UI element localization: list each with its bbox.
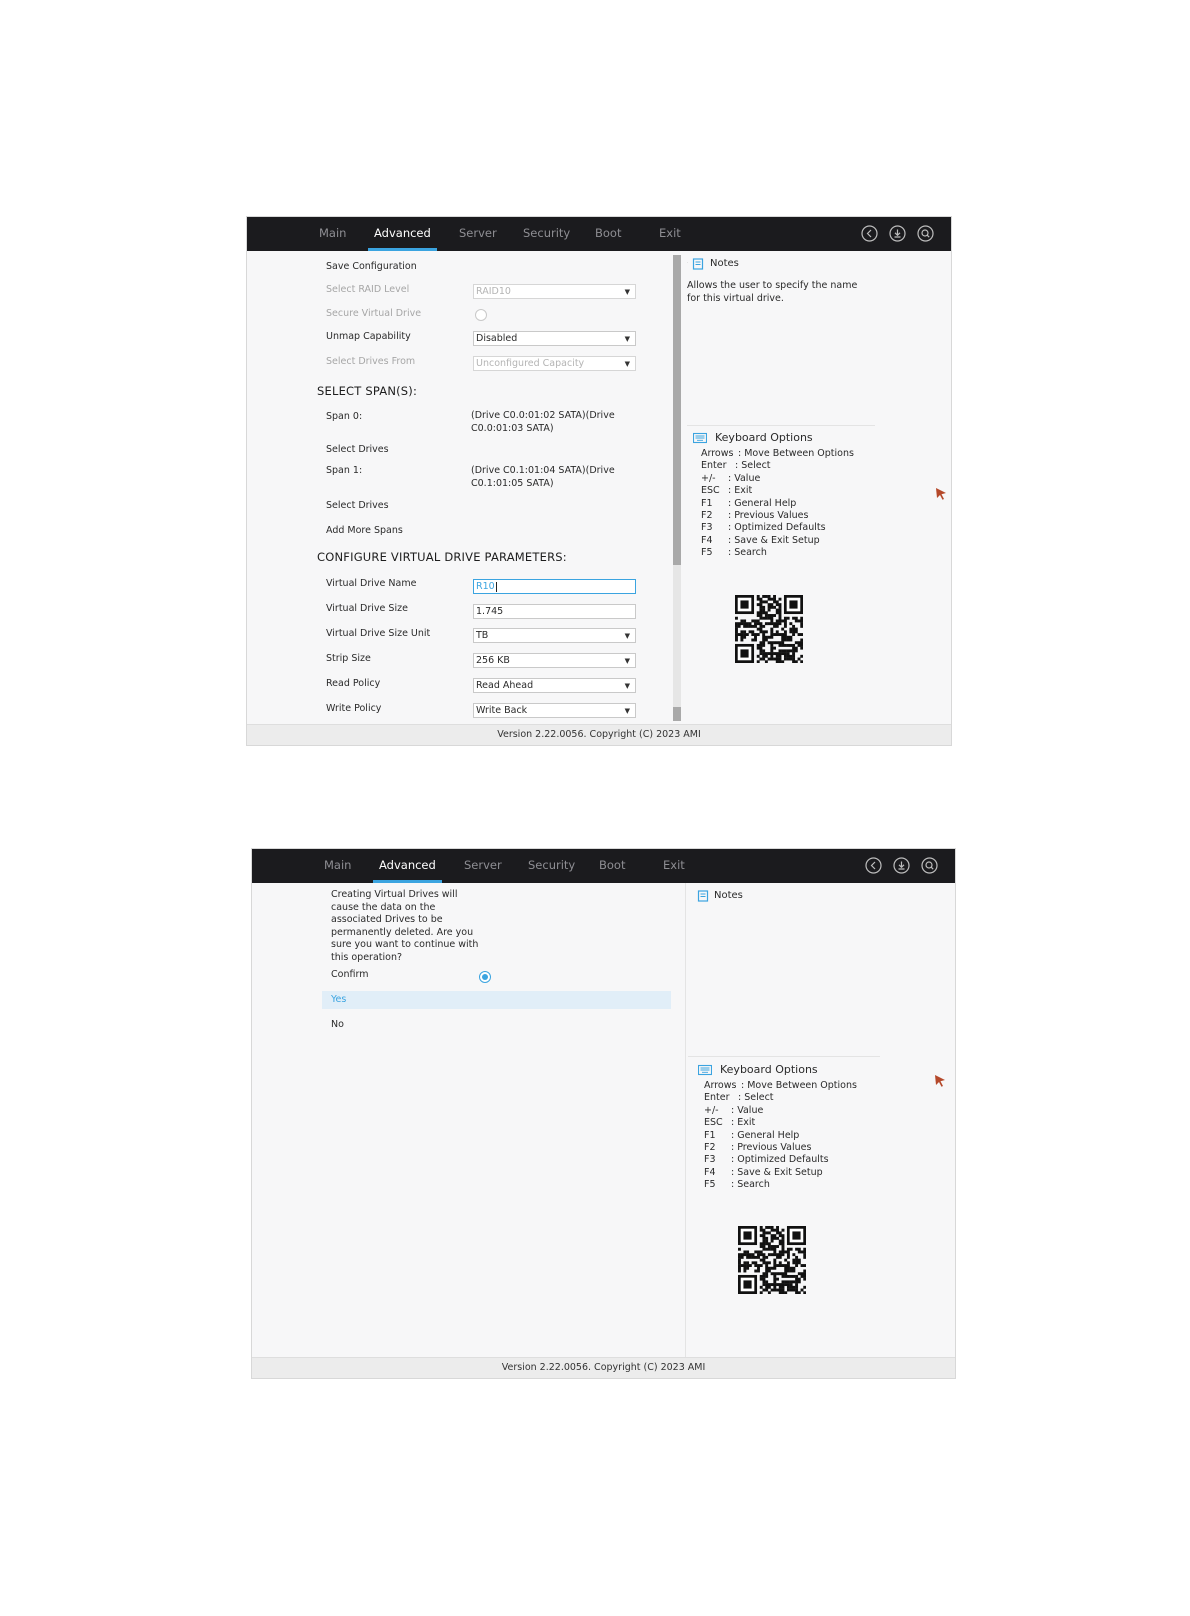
- tab-boot[interactable]: Boot: [595, 226, 622, 240]
- warning-text: Creating Virtual Drives will cause the data on the associated Drives to be permanently deleted. Are you sure you want to continue with this operation?: [331, 889, 479, 963]
- selected-row-highlight: [322, 991, 671, 1009]
- write-policy-label: Write Policy: [326, 703, 382, 714]
- key-name: ESC: [701, 485, 720, 497]
- read-policy-dropdown[interactable]: [473, 678, 636, 693]
- chevron-down-icon: ▼: [624, 335, 630, 343]
- virtual-drive-name-input[interactable]: [473, 579, 636, 594]
- select-spans-header: SELECT SPAN(S):: [317, 384, 418, 398]
- size-unit-value: TB: [476, 630, 489, 641]
- notes-title: Notes: [710, 258, 739, 269]
- qr-code: [735, 595, 803, 663]
- virtual-drive-size-label: Virtual Drive Size: [326, 603, 408, 614]
- no-option[interactable]: No: [331, 1019, 344, 1030]
- panel-separator: [685, 883, 686, 1358]
- footer-version: Version 2.22.0056. Copyright (C) 2023 AMI: [247, 724, 951, 745]
- notes-icon: [692, 258, 704, 270]
- key-description: : Search: [728, 547, 767, 559]
- write-policy-value: Write Back: [476, 705, 528, 716]
- keyboard-option-row: [701, 498, 891, 510]
- strip-size-label: Strip Size: [326, 653, 371, 664]
- confirm-label: Confirm: [331, 969, 369, 980]
- qr-code: [738, 1226, 806, 1294]
- keyboard-option-row: [701, 485, 891, 497]
- notes-title: Notes: [714, 890, 743, 901]
- key-description: : Select: [735, 460, 771, 472]
- key-description: : Exit: [731, 1117, 756, 1129]
- notes-icon: [697, 890, 709, 902]
- chevron-down-icon: ▼: [624, 707, 630, 715]
- key-description: : Value: [731, 1104, 764, 1116]
- keyboard-option-row: [701, 448, 891, 460]
- key-name: F2: [701, 510, 713, 521]
- chevron-down-icon: ▼: [624, 682, 630, 690]
- tab-advanced[interactable]: Advanced: [379, 849, 436, 883]
- configure-parameters-header: CONFIGURE VIRTUAL DRIVE PARAMETERS:: [317, 550, 567, 564]
- strip-size-value: 256 KB: [476, 655, 510, 666]
- read-policy-label: Read Policy: [326, 678, 381, 689]
- search-icon[interactable]: [917, 225, 934, 242]
- virtual-drive-size-unit-dropdown[interactable]: [473, 628, 636, 643]
- key-description: : Search: [731, 1179, 770, 1191]
- key-name: F1: [701, 497, 713, 509]
- keyboard-option-row: [704, 1154, 894, 1166]
- save-download-icon[interactable]: [889, 225, 906, 242]
- search-icon[interactable]: [921, 857, 938, 874]
- keyboard-option-row: [704, 1167, 894, 1179]
- keyboard-icon: [698, 1064, 712, 1076]
- keyboard-options-title: Keyboard Options: [720, 1063, 818, 1076]
- span1-value: (Drive C0.1:01:04 SATA)(Drive C0.1:01:05 SATA): [471, 465, 615, 489]
- key-description: : Save & Exit Setup: [731, 1166, 823, 1178]
- key-description: : General Help: [728, 497, 797, 509]
- tab-exit[interactable]: Exit: [659, 226, 681, 240]
- tab-security[interactable]: Security: [523, 226, 571, 240]
- scrollbar[interactable]: [673, 255, 681, 721]
- key-name: F3: [704, 1154, 716, 1166]
- strip-size-dropdown[interactable]: [473, 653, 636, 668]
- keyboard-option-row: [701, 473, 891, 485]
- save-download-icon[interactable]: [893, 857, 910, 874]
- key-description: : Exit: [728, 485, 753, 497]
- add-more-spans-item[interactable]: Add More Spans: [326, 525, 403, 536]
- keyboard-option-row: [704, 1080, 894, 1092]
- virtual-drive-name-label: Virtual Drive Name: [326, 578, 417, 589]
- tab-advanced[interactable]: Advanced: [374, 217, 431, 251]
- secure-virtual-drive-label: Secure Virtual Drive: [326, 308, 422, 319]
- key-description: : Select: [738, 1092, 774, 1104]
- key-description: : Save & Exit Setup: [728, 534, 820, 546]
- select-drives-item-2[interactable]: Select Drives: [326, 500, 389, 511]
- text-caret: [496, 582, 497, 592]
- screenshot-virtual-drive-config: [246, 216, 952, 746]
- chevron-down-icon: ▼: [624, 288, 630, 296]
- tab-security[interactable]: Security: [528, 858, 576, 872]
- read-policy-value: Read Ahead: [476, 680, 534, 691]
- confirm-radio[interactable]: [479, 971, 491, 983]
- tab-main[interactable]: Main: [319, 226, 347, 240]
- select-drives-from-dropdown: [473, 356, 636, 371]
- span0-label: Span 0:: [326, 411, 363, 422]
- unmap-capability-dropdown[interactable]: [473, 331, 636, 346]
- unmap-capability-label: Unmap Capability: [326, 331, 411, 342]
- virtual-drive-size-value: 1.745: [476, 606, 504, 617]
- key-name: Enter: [704, 1092, 730, 1104]
- tab-server[interactable]: Server: [459, 226, 497, 240]
- secure-virtual-drive-radio: [475, 309, 487, 321]
- key-description: : Value: [728, 472, 761, 484]
- key-name: +/-: [704, 1104, 719, 1116]
- keyboard-option-row: [704, 1130, 894, 1142]
- select-drives-from-value: Unconfigured Capacity: [476, 358, 585, 369]
- key-description: : Previous Values: [728, 510, 809, 521]
- notes-bottom-divider: [687, 425, 875, 426]
- screenshot-confirm-create: [251, 848, 956, 1379]
- keyboard-option-row: [701, 522, 891, 534]
- keyboard-option-row: [704, 1179, 894, 1191]
- notes-bottom-divider: [688, 1056, 880, 1057]
- keyboard-option-row: [704, 1092, 894, 1104]
- virtual-drive-size-unit-label: Virtual Drive Size Unit: [326, 628, 431, 639]
- yes-option[interactable]: Yes: [331, 994, 347, 1005]
- key-name: Arrows: [704, 1080, 737, 1091]
- key-description: : Move Between Options: [741, 1080, 857, 1091]
- raid-level-value: RAID10: [476, 286, 511, 297]
- footer-version: Version 2.22.0056. Copyright (C) 2023 AMI: [252, 1357, 955, 1378]
- top-menu-bar: [252, 849, 955, 883]
- virtual-drive-size-input[interactable]: [473, 604, 636, 619]
- back-icon[interactable]: [861, 225, 878, 242]
- keyboard-option-row: [701, 510, 891, 522]
- tab-server[interactable]: Server: [464, 858, 502, 872]
- key-name: Arrows: [701, 448, 734, 459]
- keyboard-option-row: [701, 547, 891, 559]
- back-icon[interactable]: [865, 857, 882, 874]
- mouse-cursor-icon: [934, 1074, 946, 1088]
- select-raid-level-label: Select RAID Level: [326, 284, 410, 295]
- top-menu-bar: [247, 217, 951, 251]
- keyboard-option-row: [704, 1117, 894, 1129]
- key-name: F4: [704, 1166, 716, 1178]
- write-policy-dropdown[interactable]: [473, 703, 636, 718]
- select-drives-item-1[interactable]: Select Drives: [326, 444, 389, 455]
- keyboard-option-row: [701, 460, 891, 472]
- mouse-cursor-icon: [935, 487, 947, 501]
- keyboard-option-row: [704, 1142, 894, 1154]
- tab-boot[interactable]: Boot: [599, 858, 626, 872]
- chevron-down-icon: ▼: [624, 360, 630, 368]
- keyboard-option-row: [704, 1105, 894, 1117]
- key-name: F5: [701, 547, 713, 559]
- key-name: F4: [701, 534, 713, 546]
- key-name: +/-: [701, 472, 716, 484]
- key-name: F1: [704, 1129, 716, 1141]
- keyboard-icon: [693, 432, 707, 444]
- key-name: F5: [704, 1179, 716, 1191]
- key-description: : Move Between Options: [738, 448, 854, 459]
- notes-text: Allows the user to specify the name for this virtual drive.: [687, 280, 858, 304]
- unmap-capability-value: Disabled: [476, 333, 518, 344]
- chevron-down-icon: ▼: [624, 657, 630, 665]
- span1-label: Span 1:: [326, 465, 363, 476]
- keyboard-keys-list: [701, 448, 901, 560]
- save-configuration-item[interactable]: Save Configuration: [326, 261, 417, 272]
- key-description: : General Help: [731, 1129, 800, 1141]
- keyboard-option-row: [701, 535, 891, 547]
- select-raid-level-dropdown: [473, 284, 636, 299]
- tab-exit[interactable]: Exit: [663, 858, 685, 872]
- key-description: : Optimized Defaults: [728, 522, 826, 534]
- chevron-down-icon: ▼: [624, 632, 630, 640]
- scrollbar-thumb[interactable]: [673, 255, 681, 565]
- keyboard-keys-list: [704, 1080, 904, 1192]
- span0-value: (Drive C0.0:01:02 SATA)(Drive C0.0:01:03 SATA): [471, 410, 615, 434]
- key-name: Enter: [701, 460, 727, 472]
- key-description: : Previous Values: [731, 1142, 812, 1153]
- key-name: ESC: [704, 1117, 723, 1129]
- keyboard-options-title: Keyboard Options: [715, 431, 813, 444]
- select-drives-from-label: Select Drives From: [326, 356, 416, 367]
- key-description: : Optimized Defaults: [731, 1154, 829, 1166]
- key-name: F2: [704, 1142, 716, 1153]
- scrollbar-end: [673, 707, 681, 721]
- virtual-drive-name-value: R10: [476, 581, 495, 592]
- key-name: F3: [701, 522, 713, 534]
- notes-divider: [687, 262, 688, 263]
- tab-main[interactable]: Main: [324, 858, 352, 872]
